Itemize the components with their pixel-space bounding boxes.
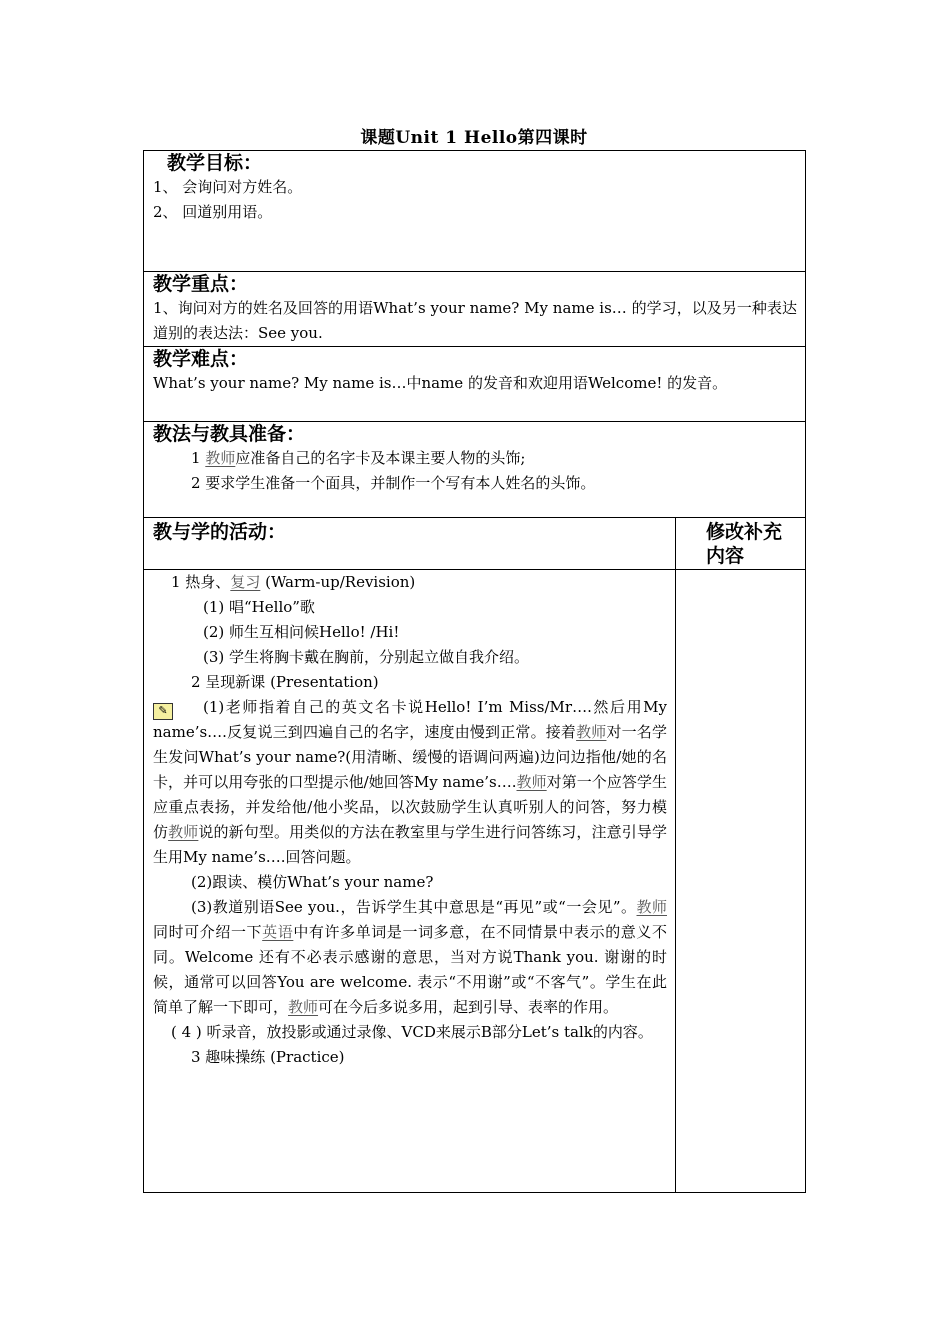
preparation-item: 2 要求学生准备一个面具，并制作一个写有本人姓名的头饰。 (191, 474, 596, 492)
step-line: (2) 师生互相问候Hello! /Hi! (203, 623, 400, 641)
activities-header-row (144, 518, 806, 570)
difficulties-heading: 教学难点： (153, 348, 249, 370)
paragraph: ( 4 ) 听录音，放投影或通过录像、VCD来展示B部分Let’s talk的内容。 (171, 1023, 653, 1041)
activities-body-row (144, 570, 806, 1193)
teacher-link[interactable]: 教师 (516, 773, 547, 791)
paragraph: ✎ (1)老师指着自己的英文名卡说Hello! I’m Miss/Mr….然后用My name’s….反复说三到四遍自己的名字，速度由慢到正常。接着教师对一名学生发问What’s your name?(用清晰、缓慢的语调问两遍)边问边指他/她的名卡，并可以用夸张的口型提示他/她回答My name’s….教师对第一个应答学生应重点表扬，并发给他/他小奖品，以次鼓励学生认真听别人的问答，努力模仿教师说的新句型。用类似的方法在教室里与学生进行问答练习，注意引导学生用My name’s….回答问题。 (153, 698, 667, 866)
step-line: (3) 学生将胸卡戴在胸前，分别起立做自我介绍。 (203, 648, 530, 666)
key-points-row (144, 272, 806, 347)
teacher-link[interactable]: 教师 (636, 898, 667, 916)
objectives-row (144, 151, 806, 272)
review-link[interactable]: 复习 (230, 573, 261, 591)
step-line: 1 热身、复习 (Warm-up/Revision) (171, 573, 416, 591)
revision-column-heading: 修改补充内容 (706, 521, 783, 567)
english-link[interactable]: 英语 (262, 923, 294, 941)
preparation-heading: 教法与教具准备： (153, 423, 306, 445)
paragraph: (2)跟读、模仿What’s your name? (191, 873, 434, 891)
teacher-link[interactable]: 教师 (168, 823, 199, 841)
objectives-heading: 教学目标： (167, 152, 263, 174)
teacher-link[interactable]: 教师 (576, 723, 607, 741)
step-line: 2 呈现新课 (Presentation) (191, 673, 379, 691)
teacher-link[interactable]: 教师 (205, 449, 236, 467)
objective-item: 1、 会询问对方姓名。 (153, 178, 303, 196)
difficulties-row (144, 347, 806, 422)
step-line: 3 趣味操练 (Practice) (191, 1048, 345, 1066)
activities-heading: 教与学的活动： (153, 521, 287, 543)
teacher-link[interactable]: 教师 (288, 998, 319, 1016)
lesson-plan-table (143, 150, 806, 1193)
page-title: 课题Unit 1 Hello第四课时 (360, 128, 588, 148)
key-points-heading: 教学重点： (153, 273, 249, 295)
difficulties-text: What’s your name? My name is…中name 的发音和欢迎用语Welcome! 的发音。 (153, 374, 728, 392)
key-points-text: 1、询问对方的姓名及回答的用语What’s your name? My name is… 的学习，以及另一种表达道别的表达法：See you. (153, 299, 797, 342)
revision-column (676, 570, 806, 1193)
preparation-item: 1 教师应准备自己的名字卡及本课主要人物的头饰; (191, 449, 526, 467)
step-line: (1) 唱“Hello”歌 (203, 598, 315, 616)
preparation-row (144, 422, 806, 518)
objective-item: 2、 回道别用语。 (153, 203, 273, 221)
pencil-icon[interactable]: ✎ (153, 703, 173, 720)
paragraph: (3)教道别语See you.，告诉学生其中意思是“再见”或“一会见”。教师同时可介绍一下英语中有许多单词是一词多意，在不同情景中表示的意义不同。Welcome 还有不必表示感谢的意思，当对方说Thank you. 谢谢的时候，通常可以回答You are welcome. 表示“不用谢”或“不客气”。学生在此简单了解一下即可，教师可在今后多说多用，起到引导、表率的作用。 (153, 898, 667, 1016)
